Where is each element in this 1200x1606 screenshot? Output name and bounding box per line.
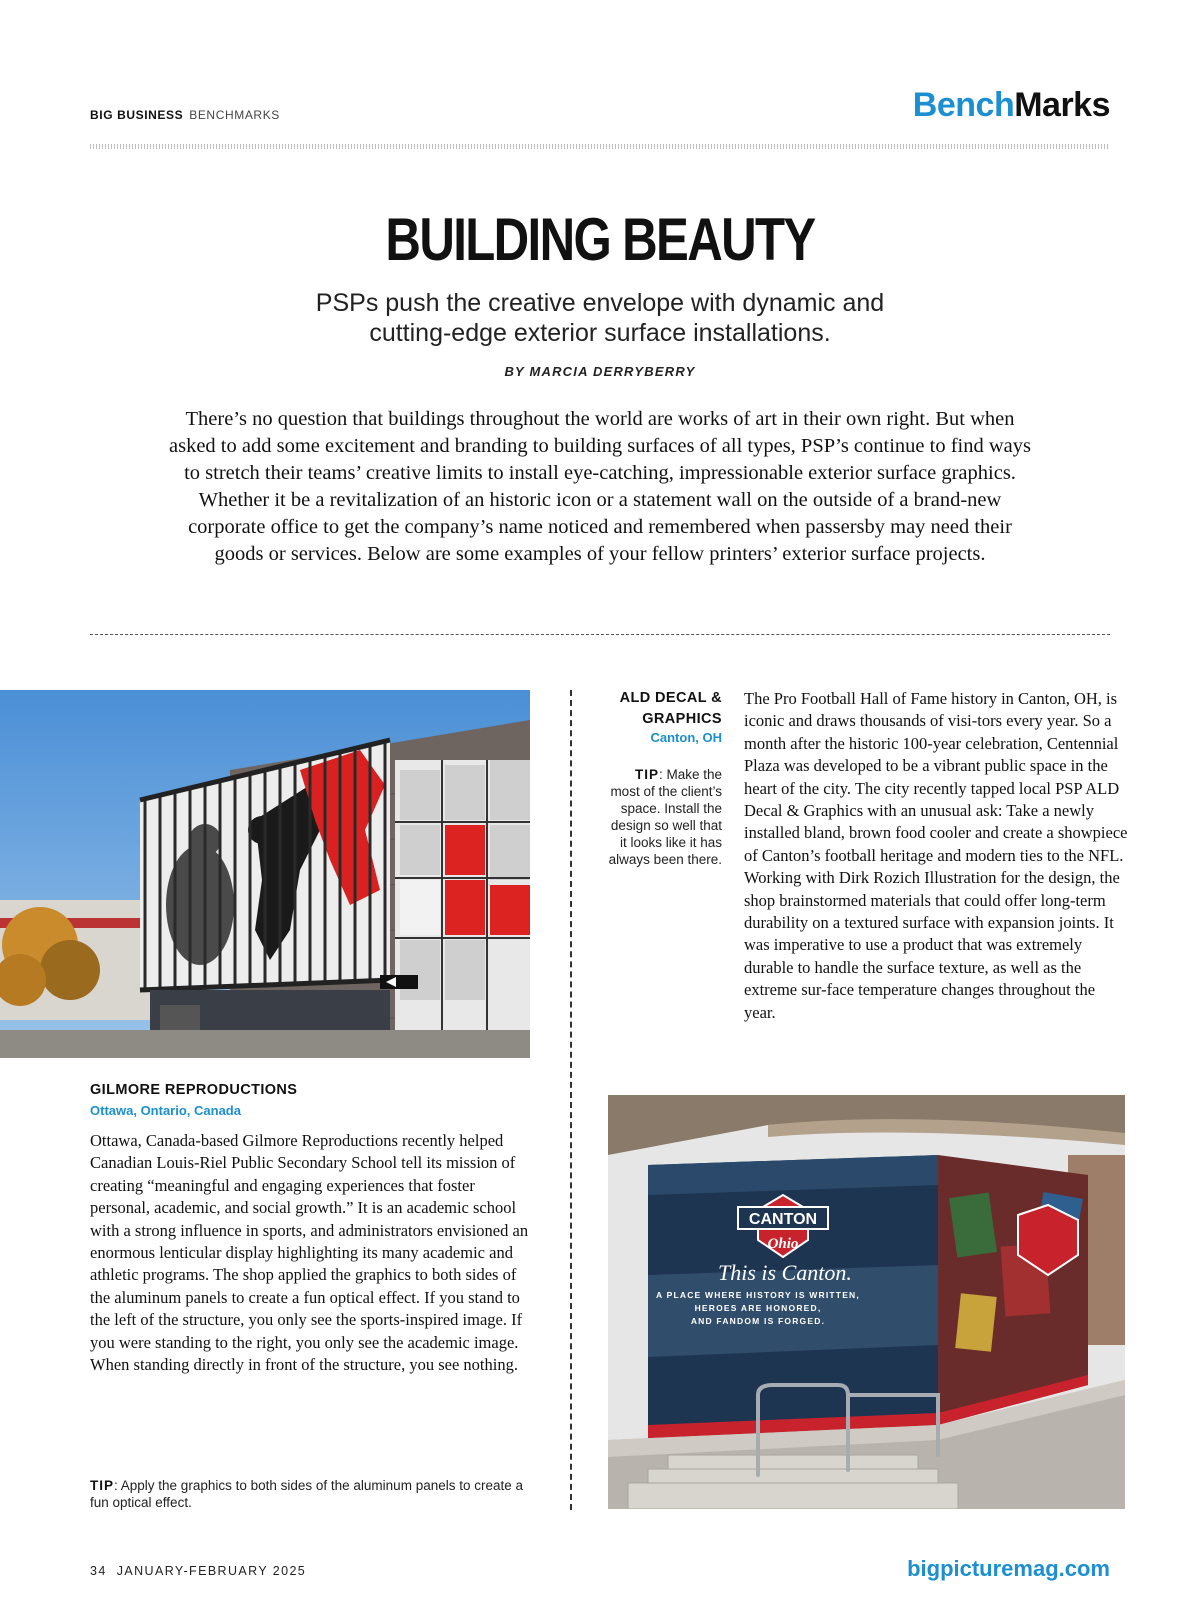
section-divider [90, 634, 1110, 635]
article-subtitle [250, 288, 950, 348]
tip-label: TIP [90, 1478, 115, 1493]
benchmarks-logo [913, 86, 1110, 125]
intro-paragraph: There’s no question that buildings throughout the world are works of art in their own right. But when asked to add some excitement and branding to building surfaces of all types, PSP’s continue to find ways to stretch their teams’ creative limits to install eye-catching, impressionable exterior surface graphics. Whether it be a revitalization of an historic icon or a statement wall on the outside of a brand-new corporate office to get the company’s name noticed and remembered when passersby may need their goods or services. Below are some examples of your fellow printers’ exterior surface projects. [169, 408, 1031, 565]
company-name-gilmore: GILMORE REPRODUCTIONS [90, 1082, 298, 1098]
mural-headline: This is Canton. [718, 1260, 852, 1285]
tip-ald [602, 766, 722, 868]
tip-label: TIP [634, 767, 659, 782]
company-name-ald-line-2: GRAPHICS [642, 711, 722, 727]
company-location-ald: Canton, OH [650, 730, 722, 745]
body-gilmore: Ottawa, Canada-based Gilmore Reproductions recently helped Canadian Louis-Riel Public Secondary School tell its mission of creating “meaningful and engaging experiences that foster personal, academic, and social growth.” It is an academic school with a strong influence in sports, and administrators envisioned an enormous lenticular display highlighting its many academic and athletic programs. The shop applied the graphics to both sides of the aluminum panels to create a fun optical effect. If you stand to the left of the structure, you only see the sports-inspired image. If you were standing to the right, you only see the academic image. When standing directly in front of the structure, you see nothing. [90, 1131, 529, 1375]
issue-date: JANUARY-FEBRUARY 2025 [116, 1564, 307, 1578]
website-link[interactable]: bigpicturemag.com [907, 1556, 1110, 1581]
byline: BY MARCIA DERRYBERRY [504, 364, 696, 379]
tip-text: : Make the most of the client’s space. Install the design so well that it looks like it has always been there. [608, 767, 722, 867]
page-number: 34 [90, 1564, 107, 1578]
header-rule [90, 144, 1110, 149]
mural-line-1: A PLACE WHERE HISTORY IS WRITTEN, [656, 1290, 860, 1300]
subtitle-line-2: cutting-edge exterior surface installations. [369, 319, 831, 347]
subsection-label: BENCHMARKS [189, 108, 280, 122]
mural-line-3: AND FANDOM IS FORGED. [690, 1316, 826, 1326]
mural-badge-text: CANTON [748, 1211, 818, 1228]
company-name-ald [582, 688, 722, 730]
article-title: BUILDING BEAUTY [385, 206, 815, 273]
tip-text: : Apply the graphics to both sides of the aluminum panels to create a fun optical effect. [90, 1478, 524, 1510]
logo-part-bench: Bench [912, 86, 1015, 124]
photo-gilmore-lenticular-display [0, 690, 530, 1058]
page-footer-info [90, 1564, 306, 1578]
photo-canton-mural [608, 1095, 1125, 1509]
section-header [90, 108, 280, 122]
company-location-gilmore: Ottawa, Ontario, Canada [90, 1103, 241, 1118]
section-label: BIG BUSINESS [90, 108, 184, 122]
body-ald: The Pro Football Hall of Fame history in Canton, OH, is iconic and draws thousands of visi-tors every year. So a month after the historic 100-year celebration, Centennial Plaza was developed to be a vibrant public space in the heart of the city. The city recently tapped local PSP ALD Decal & Graphics with an unusual ask: Take a newly installed bland, brown food cooler and create a showpiece of Canton’s football heritage and modern ties to the NFL. Working with Dirk Rozich Illustration for the design, the shop brainstormed materials that could offer long-term durability on a textured surface with expansion joints. It was imperative to use a product that was extremely durable to handle the surface texture, as well as the extreme sur-face temperature changes throughout the year. [744, 689, 1128, 1022]
logo-part-marks: Marks [1014, 86, 1110, 124]
mural-line-2: HEROES ARE HONORED, [694, 1303, 822, 1313]
company-name-ald-line-1: ALD DECAL & [619, 690, 722, 706]
tip-gilmore [90, 1477, 530, 1511]
subtitle-line-1: PSPs push the creative envelope with dynamic and [315, 289, 885, 317]
mural-badge-script: Ohio [767, 1236, 799, 1252]
column-divider [570, 690, 572, 1510]
